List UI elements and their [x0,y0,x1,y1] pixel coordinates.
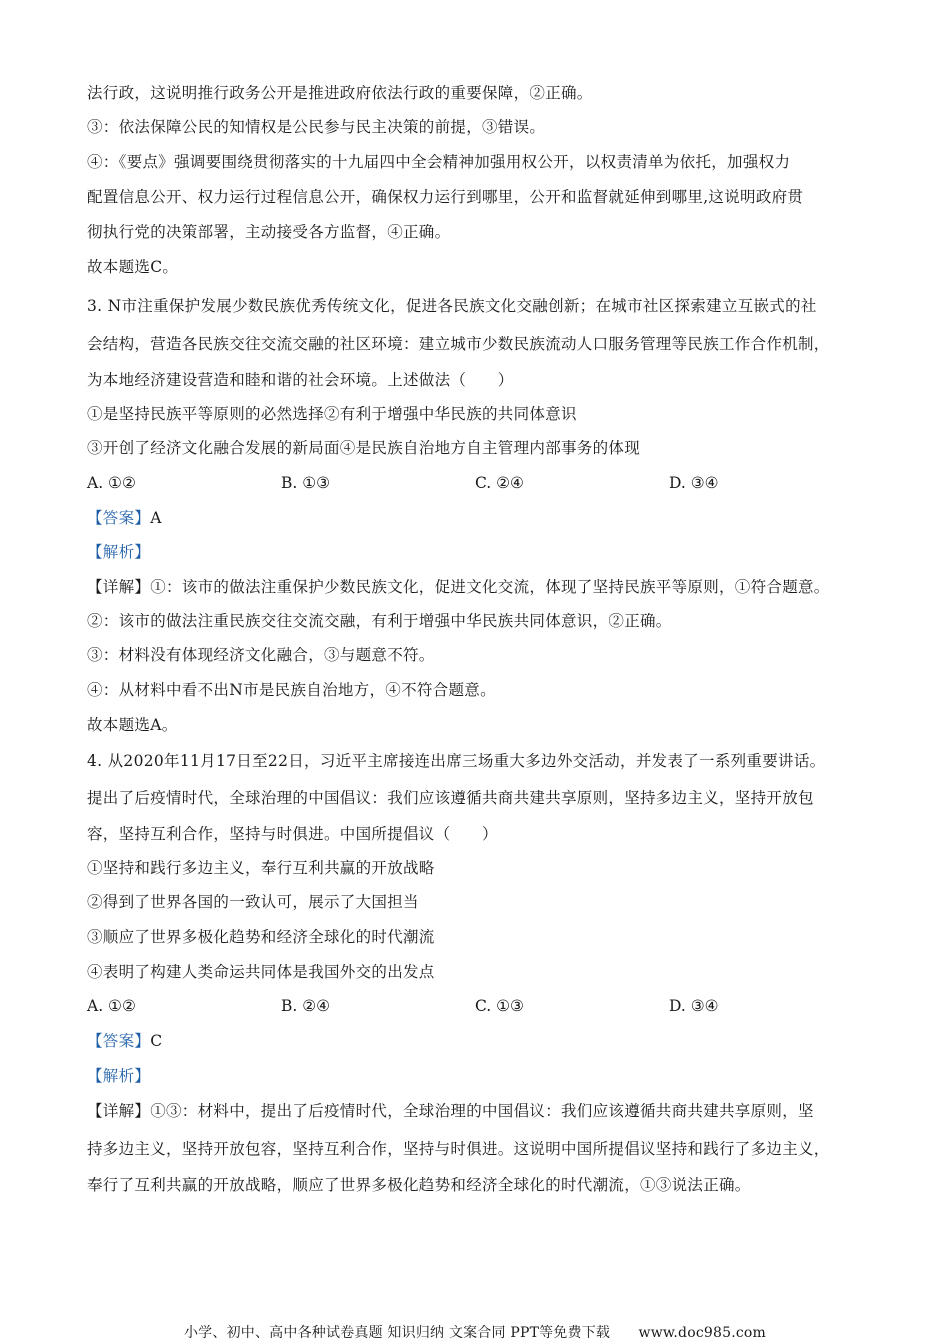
page-footer: 小学、初中、高中各种试卷真题 知识归纳 文案合同 PPT等免费下载 www.doc985.com [183,1325,766,1341]
q3-detail: ②：该市的做法注重民族交往交流交融，有利于增强中华民族共同体意识，②正确。 [87,612,672,630]
option-b: B. ①③ [281,474,331,492]
q3-statements: ③开创了经济文化融合发展的新局面④是民族自治地方自主管理内部事务的体现 [87,439,641,457]
detail-text: ①：该市的做法注重保护少数民族文化，促进文化交流，体现了坚持民族平等原则，①符合题意。 [150,578,830,596]
q3-detail [87,577,830,597]
q2-explanation-line: 配置信息公开、权力运行过程信息公开，确保权力运行到哪里，公开和监督就延伸到哪里,这说明政府贯 [87,188,804,206]
detail-tag: 【详解】 [87,1102,151,1120]
q2-explanation-line: ④：《要点》强调要围绕贯彻落实的十九届四中全会精神加强用权公开，以权责清单为依托，加强权力 [87,153,791,171]
q4-statement: ③顺应了世界多极化趋势和经济全球化的时代潮流 [87,928,435,946]
q4-analysis-heading [87,1066,150,1086]
analysis-tag: 【解析】 [87,543,151,561]
q4-detail: 奉行了互利共赢的开放战略，顺应了世界多极化趋势和经济全球化的时代潮流，①③说法正确。 [87,1176,751,1194]
q3-stem: 为本地经济建设营造和睦和谐的社会环境。上述做法（ ） [87,371,514,389]
answer-tag: 【答案】 [87,509,151,527]
option-a: A. ①② [87,997,136,1015]
q3-detail: ③：材料没有体现经济文化融合，③与题意不符。 [87,646,435,664]
q4-answer [87,1031,162,1051]
option-c: C. ①③ [475,997,524,1015]
q2-explanation-line: 彻执行党的决策部署，主动接受各方监督，④正确。 [87,223,451,241]
answer-tag: 【答案】 [87,1032,151,1050]
answer-value: C [150,1032,163,1050]
q4-statement: ①坚持和践行多边主义，奉行互利共赢的开放战略 [87,859,435,877]
q4-statement: ②得到了世界各国的一致认可，展示了大国担当 [87,893,419,911]
q4-options [87,996,867,1016]
q4-statement: ④表明了构建人类命运共同体是我国外交的出发点 [87,963,435,981]
q4-stem: 提出了后疫情时代，全球治理的中国倡议：我们应该遵循共商共建共享原则，坚持多边主义，坚持开放包 [87,789,814,807]
option-b: B. ②④ [281,997,331,1015]
q3-detail: ④：从材料中看不出N市是民族自治地方，④不符合题意。 [87,681,496,699]
option-c: C. ②④ [475,474,524,492]
q2-conclusion: 故本题选C。 [87,258,179,276]
q3-options [87,473,867,493]
q3-analysis-heading [87,542,150,562]
detail-text: ①③：材料中，提出了后疫情时代，全球治理的中国倡议：我们应该遵循共商共建共享原则，坚 [150,1102,814,1120]
option-d: D. ③④ [669,997,719,1015]
q3-statements: ①是坚持民族平等原则的必然选择②有利于增强中华民族的共同体意识 [87,405,577,423]
q4-detail: 持多边主义，坚持开放包容，坚持互利合作，坚持与时俱进。这说明中国所提倡议坚持和践行了多边主义， [87,1140,830,1158]
option-d: D. ③④ [669,474,719,492]
q3-answer [87,508,162,528]
q2-explanation-line: 法行政，这说明推行政务公开是推进政府依法行政的重要保障，②正确。 [87,84,593,102]
q3-stem: 3. N市注重保护发展少数民族优秀传统文化，促进各民族文化交融创新；在城市社区探索建立互嵌式的社 [87,297,817,315]
q2-explanation-line: ③：依法保障公民的知情权是公民参与民主决策的前提，③错误。 [87,118,546,136]
analysis-tag: 【解析】 [87,1067,151,1085]
q3-conclusion: 故本题选A。 [87,716,178,734]
option-a: A. ①② [87,474,136,492]
q4-detail [87,1101,814,1121]
q4-stem: 容，坚持互利合作，坚持与时俱进。中国所提倡议（ ） [87,825,498,843]
answer-value: A [150,509,162,527]
detail-tag: 【详解】 [87,578,151,596]
q4-stem: 4. 从2020年11月17日至22日，习近平主席接连出席三场重大多边外交活动，并发表了一系列重要讲话。 [87,752,826,770]
q3-stem: 会结构，营造各民族交往交流交融的社区环境：建立城市少数民族流动人口服务管理等民族工作合作机制， [87,335,830,353]
